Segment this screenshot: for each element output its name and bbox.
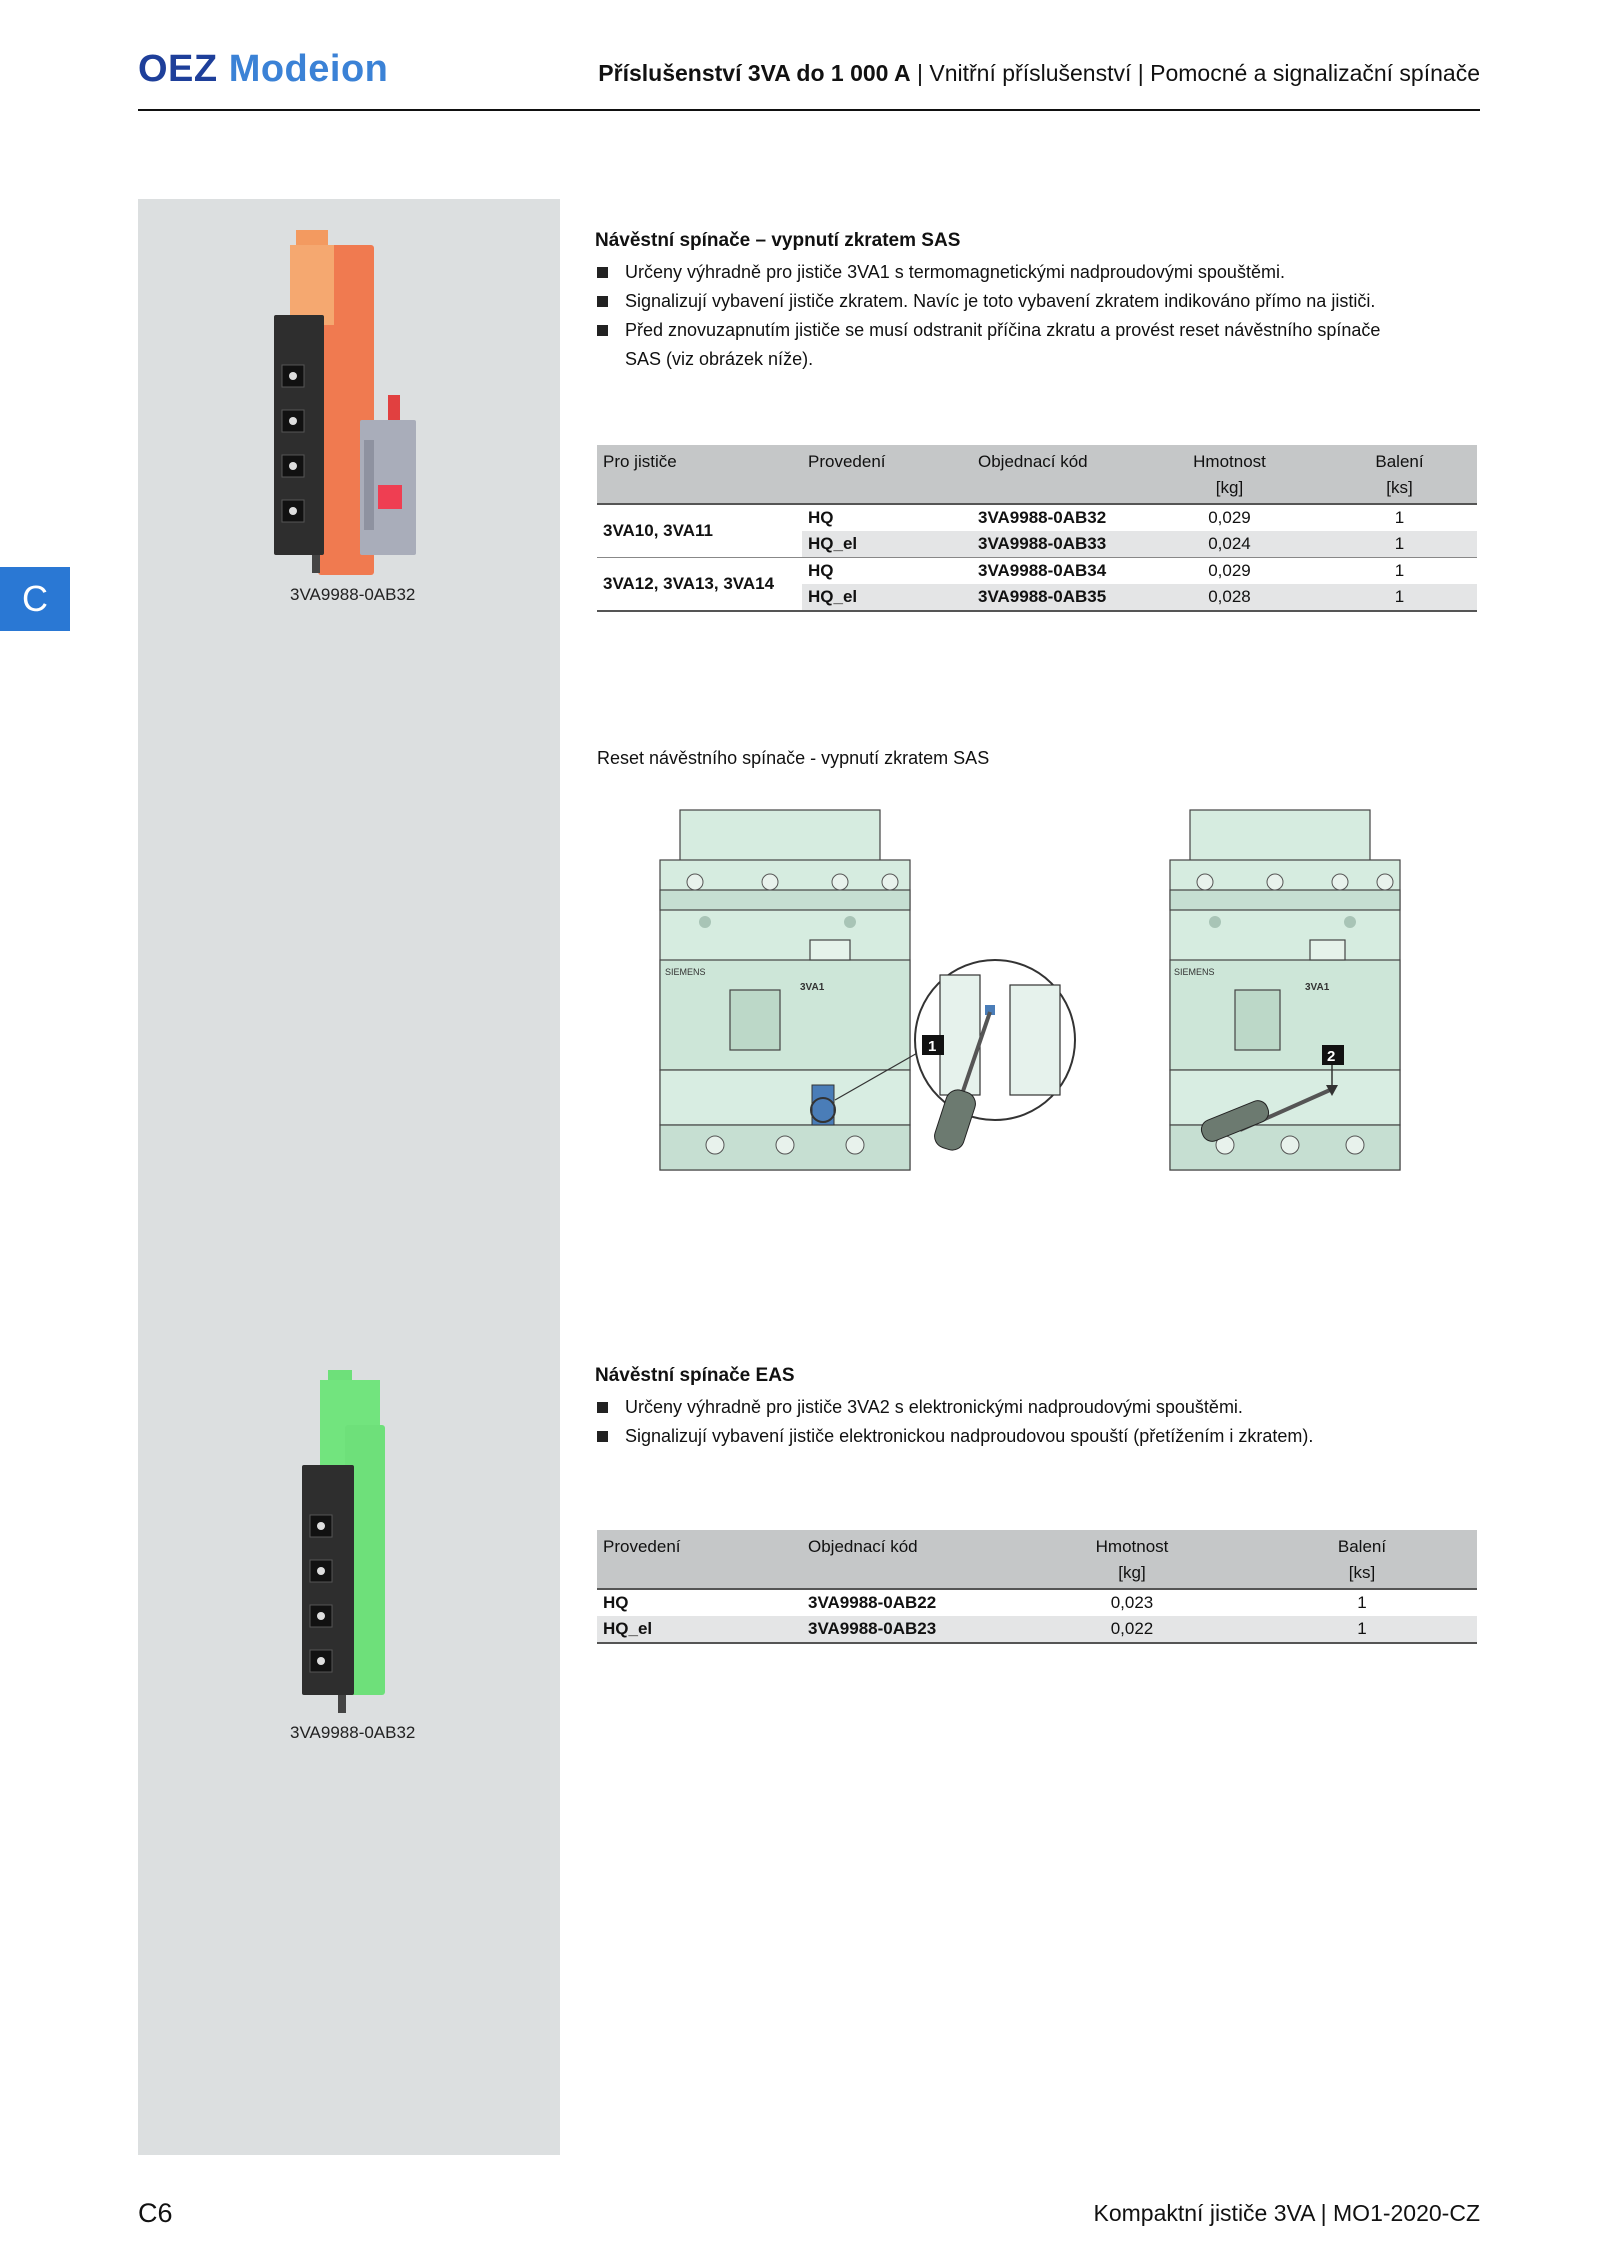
table-cell: 1 [1322,531,1477,558]
breaker-model-label: 3VA1 [1305,982,1330,993]
table-cell: 0,028 [1137,584,1322,611]
table-cell: 3VA9988-0AB33 [972,531,1137,558]
column-header: Balení [ks] [1322,445,1477,504]
table-cell: 3VA12, 3VA13, 3VA14 [603,574,775,593]
column-header: Provedení [802,445,972,504]
step-number: 2 [1327,1048,1336,1065]
table-cell: 3VA9988-0AB32 [978,508,1107,527]
chapter-tab: C [0,567,70,631]
table-cell: 0,024 [1137,531,1322,558]
document-code: MO1-2020-CZ [1333,2200,1480,2226]
breadcrumb-subcategory: Pomocné a signalizační spínače [1150,60,1480,86]
table-cell: 1 [1394,561,1405,580]
document-reference [1094,2200,1481,2227]
sas-section-title: Návěstní spínače – vypnutí zkratem SAS [595,230,961,251]
sas-bullet-list [595,258,1395,374]
table-row [597,1616,1477,1643]
breadcrumb-category: Vnitřní příslušenství [929,60,1132,86]
table-cell: 0,023 [1110,1593,1154,1612]
column-header: Objednací kód [972,445,1137,504]
table-cell: HQ_el [802,531,972,558]
table-cell: 0,022 [1017,1616,1247,1643]
table-cell: 3VA9988-0AB34 [978,561,1107,580]
logo-modeion: Modeion [228,48,389,90]
list-item: Signalizují vybavení jističe elektronickou nadproudovou spouští (přetížením i zkratem). [595,1422,1415,1451]
eas-section-title: Návěstní spínače EAS [595,1365,795,1386]
sas-switch-image [260,225,430,575]
footer-separator: | [1320,2200,1327,2226]
table-cell: HQ [808,561,834,580]
column-header: Hmotnost [kg] [1137,445,1322,504]
eas-bullet-list [595,1393,1415,1451]
table-cell: 3VA10, 3VA11 [603,521,713,540]
column-header: Hmotnost [kg] [1017,1530,1247,1589]
table-row [597,1589,1477,1616]
page-number: C6 [138,2198,173,2228]
breadcrumb-separator: | [917,60,923,86]
breaker-model-label: 3VA1 [800,982,825,993]
breaker-brand-label: SIEMENS [1174,967,1215,977]
eas-switch-image [290,1365,400,1715]
breadcrumb-section: Příslušenství 3VA do 1 000 A [598,60,911,86]
table-cell: HQ_el [802,584,972,611]
breaker-brand-label: SIEMENS [665,967,706,977]
sas-image-caption: 3VA9988-0AB32 [290,585,416,604]
table-header-row [597,445,1477,504]
breadcrumb-separator: | [1137,60,1144,86]
table-cell: 3VA9988-0AB35 [972,584,1137,611]
list-item: Určeny výhradně pro jističe 3VA2 s elektronickými nadproudovými spouštěmi. [595,1393,1415,1422]
table-cell: 0,029 [1208,561,1251,580]
step-number: 1 [928,1038,937,1055]
list-item: Signalizují vybavení jističe zkratem. Navíc je toto vybavení zkratem indikováno přímo na jističi. [595,287,1395,316]
column-header: Pro jističe [597,445,802,504]
table-row [597,558,1477,585]
logo-oez: OEZ [138,48,218,90]
reset-illustration-step1 [640,800,1100,1180]
reset-illustration-step2 [1160,800,1420,1180]
table-cell: 1 [1357,1593,1367,1612]
table-cell: HQ_el [597,1616,802,1643]
table-cell: 3VA9988-0AB23 [802,1616,1017,1643]
column-header: Objednací kód [802,1530,1017,1589]
breadcrumb [598,60,1480,87]
table-cell: HQ [603,1593,629,1612]
eas-image-caption: 3VA9988-0AB32 [290,1723,416,1742]
column-header: Provedení [597,1530,802,1589]
column-header: Balení [ks] [1247,1530,1477,1589]
list-item: Před znovuzapnutím jističe se musí odstranit příčina zkratu a provést reset návěstního spínače SAS (viz obrázek níže). [595,316,1385,374]
table-row [597,504,1477,531]
table-cell: 1 [1322,584,1477,611]
brand-logo [138,48,388,91]
table-header-row [597,1530,1477,1589]
header-rule [138,109,1480,111]
reset-caption: Reset návěstního spínače - vypnutí zkratem SAS [597,748,990,768]
list-item: Určeny výhradně pro jističe 3VA1 s termomagnetickými nadproudovými spouštěmi. [595,258,1395,287]
table-cell: 1 [1394,508,1405,527]
table-cell: 1 [1247,1616,1477,1643]
table-cell: HQ [808,508,834,527]
table-cell: 3VA9988-0AB22 [808,1593,937,1612]
document-title: Kompaktní jističe 3VA [1093,2200,1315,2226]
eas-product-table [597,1530,1477,1644]
table-cell: 0,029 [1208,508,1251,527]
sas-product-table [597,445,1477,612]
